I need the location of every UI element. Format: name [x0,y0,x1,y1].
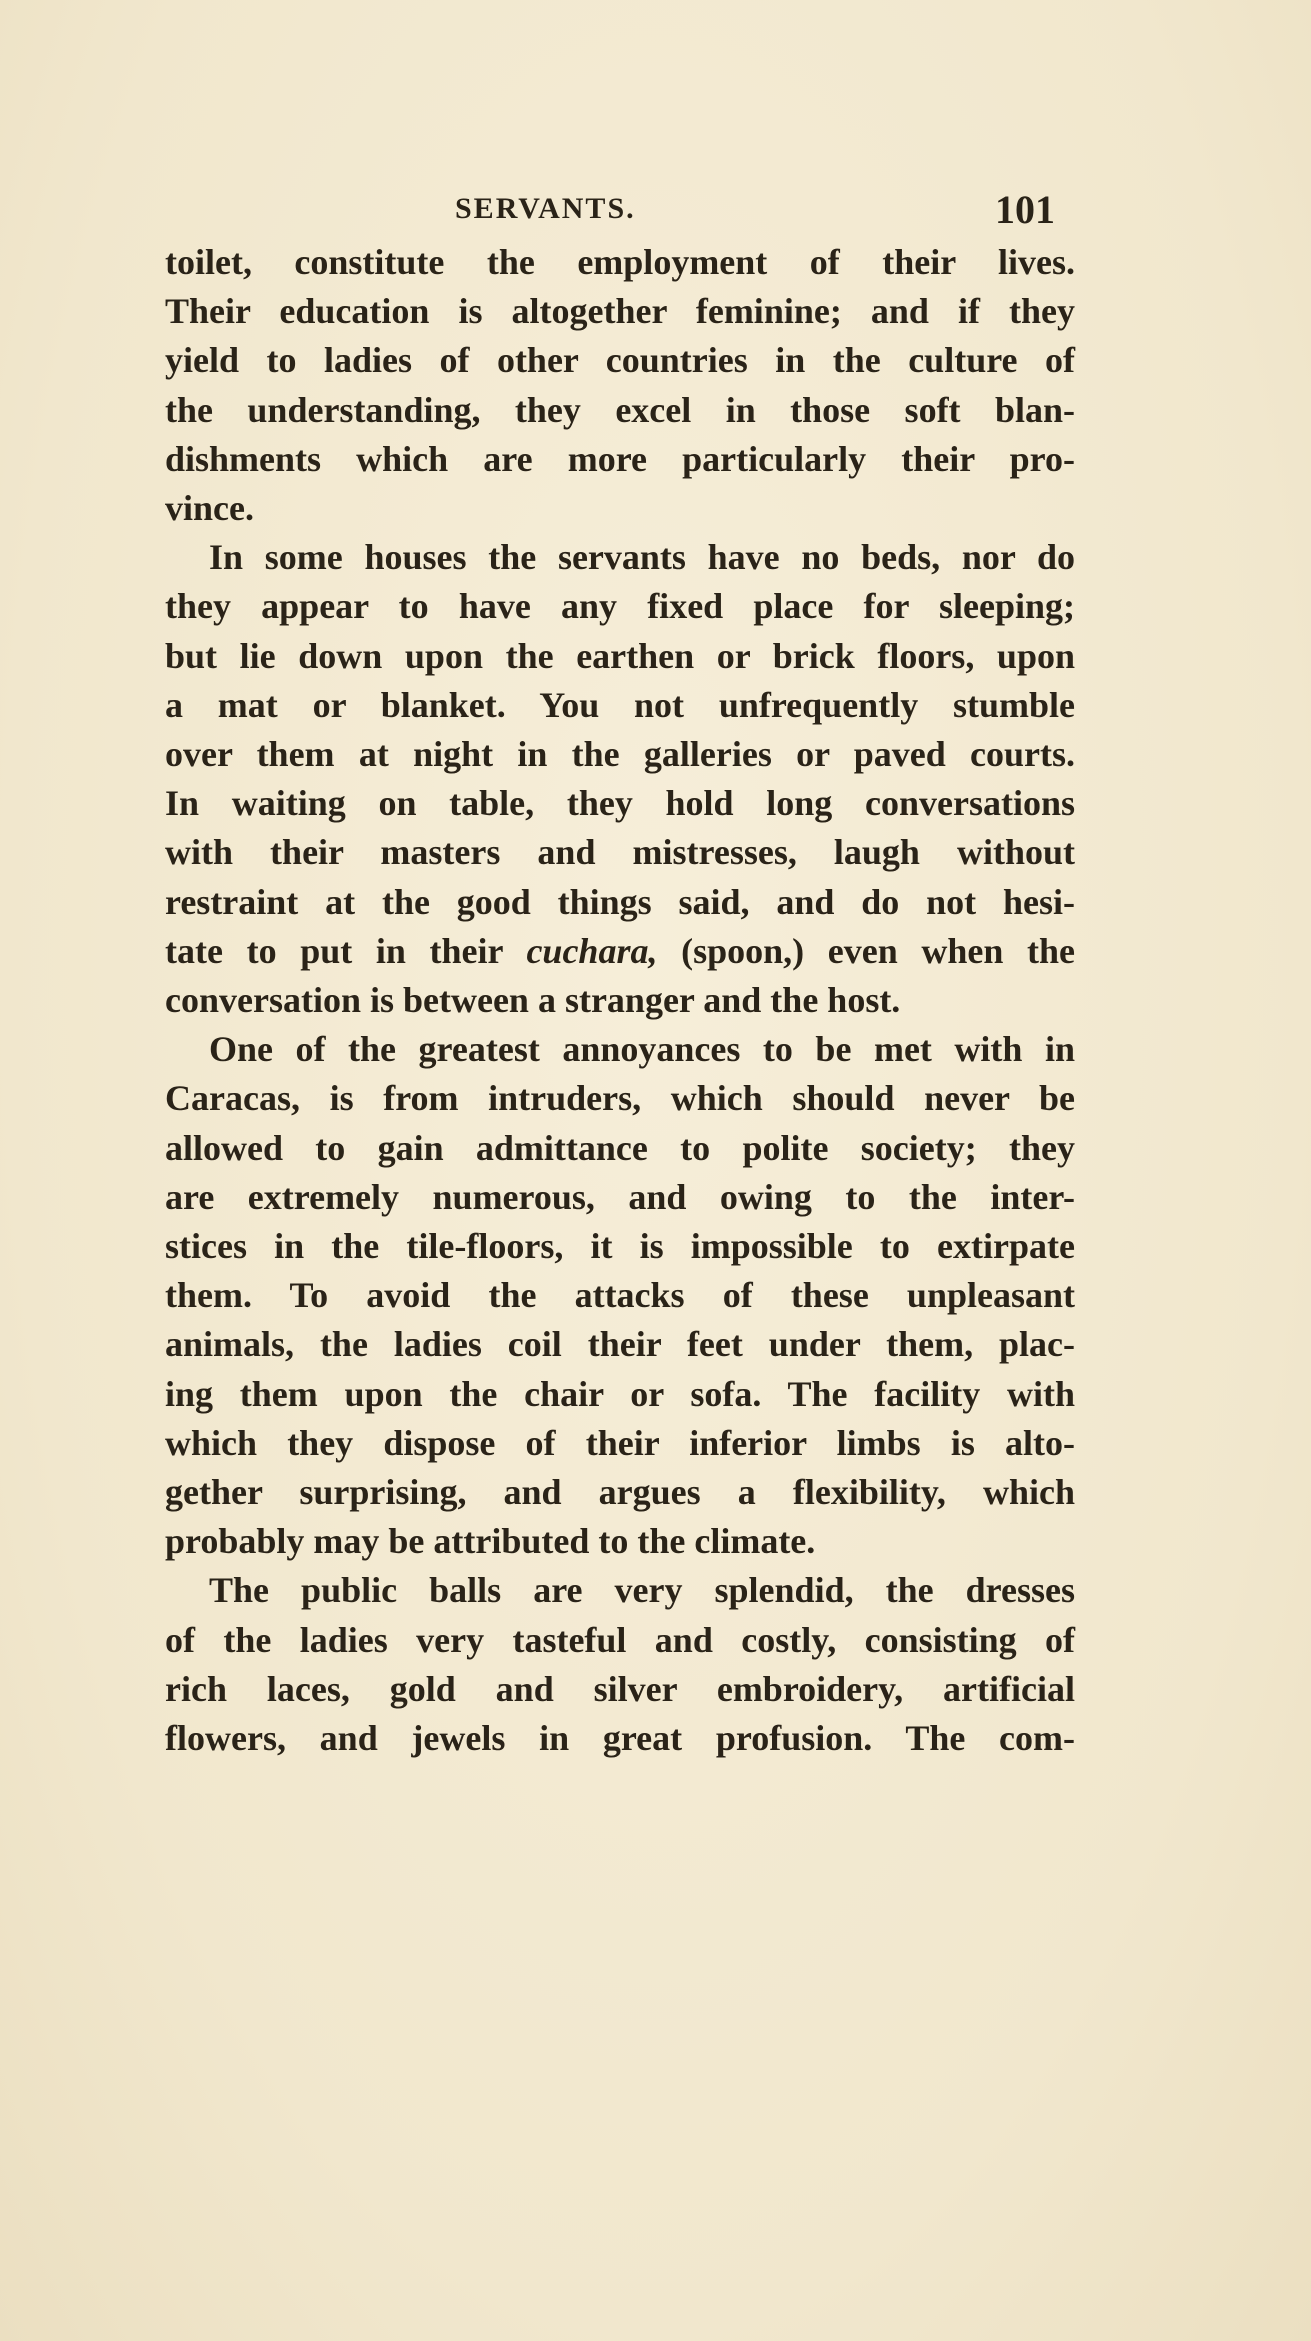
text-line: gether surprising, and argues a flexibility, which [165,1472,1075,1513]
paragraph [165,1025,1075,1566]
text-line: ing them upon the chair or sofa. The facility with [165,1373,1075,1414]
page-header [165,186,1055,236]
text-line: yield to ladies of other countries in the culture of [165,340,1075,381]
paragraph [165,1566,1075,1763]
text-line: vince. [165,488,254,529]
text-line: dishments which are more particularly their pro- [165,438,1075,479]
text-line [165,927,1075,976]
italic-word: cuchara, [526,930,658,971]
running-head: SERVANTS. [455,192,636,225]
text-line: probably may be attributed to the climate. [165,1521,816,1562]
text-line: over them at night in the galleries or paved courts. [165,734,1075,775]
text-line: restraint at the good things said, and do not hesi- [165,881,1075,922]
text-line: rich laces, gold and silver embroidery, artificial [165,1668,1075,1709]
text-line: flowers, and jewels in great profusion. The com- [165,1718,1075,1759]
text-line: In some houses the servants have no beds, nor do [209,537,1075,578]
text-line: In waiting on table, they hold long conversations [165,783,1075,824]
text-line: animals, the ladies coil their feet under them, plac- [165,1324,1075,1365]
text-line: Caracas, is from intruders, which should never be [165,1078,1075,1119]
paragraph [165,238,1075,533]
text-line: they appear to have any fixed place for sleeping; [165,586,1075,627]
page-number: 101 [995,187,1055,232]
text-line: One of the greatest annoyances to be met with in [209,1029,1075,1070]
text-line: are extremely numerous, and owing to the inter- [165,1176,1075,1217]
text-line: conversation is between a stranger and the host. [165,980,901,1021]
text-line: of the ladies very tasteful and costly, consisting of [165,1619,1075,1660]
text-line: stices in the tile-floors, it is impossible to extirpate [165,1226,1075,1267]
text-line: toilet, constitute the employment of their lives. [165,242,1075,282]
text-line: them. To avoid the attacks of these unpleasant [165,1275,1075,1316]
text-run: (spoon,) even when the [657,930,1075,971]
text-line: The public balls are very splendid, the dresses [209,1570,1075,1611]
text-line: allowed to gain admittance to polite society; they [165,1127,1075,1168]
text-line: with their masters and mistresses, laugh without [165,832,1075,873]
text-line: Their education is altogether feminine; and if they [165,291,1075,332]
text-line: but lie down upon the earthen or brick floors, upon [165,635,1075,676]
text-line: which they dispose of their inferior limbs is alto- [165,1422,1075,1463]
text-run: tate to put in their [165,930,527,971]
text-line: the understanding, they excel in those soft blan- [165,389,1075,430]
text-line: a mat or blanket. You not unfrequently stumble [165,684,1075,725]
paragraph [165,533,1075,1025]
body-text [165,238,1075,1763]
